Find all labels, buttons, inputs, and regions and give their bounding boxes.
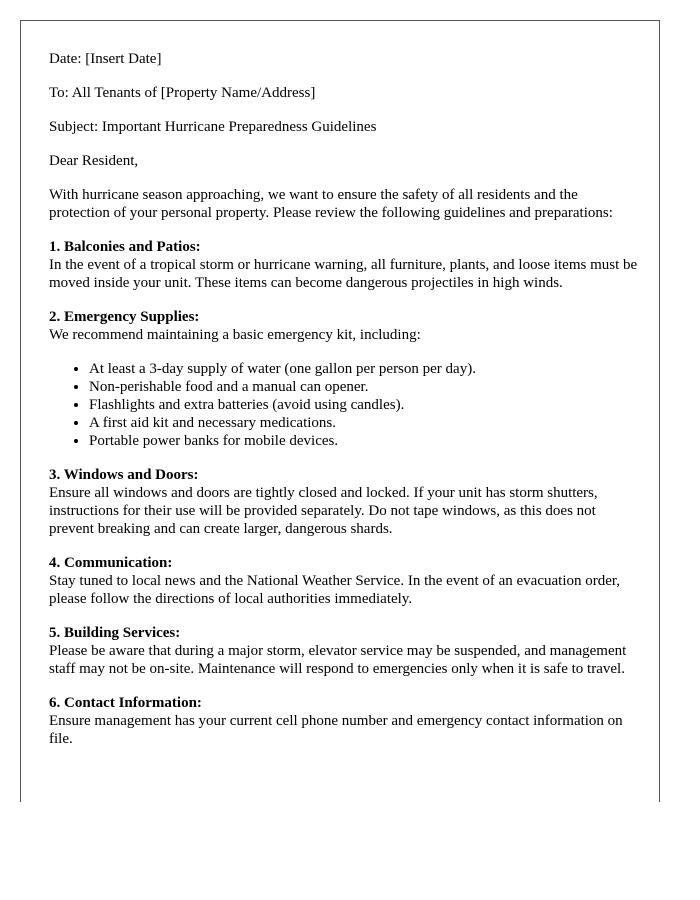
section-text: We recommend maintaining a basic emergency kit, including:	[49, 327, 421, 343]
section-text: Ensure management has your current cell phone number and emergency contact information on file.	[49, 713, 623, 747]
list-item: • A first aid kit and necessary medications.	[89, 414, 641, 432]
intro-paragraph: With hurricane season approaching, we want to ensure the safety of all residents and the protection of your personal property. Please review the following guidelines and preparations:	[49, 187, 613, 221]
section-heading: 1. Balconies and Patios:	[49, 239, 201, 255]
supplies-list	[49, 360, 641, 450]
list-item: • Non-perishable food and a manual can opener.	[89, 378, 641, 396]
section-windows-doors	[49, 466, 641, 538]
section-text: In the event of a tropical storm or hurricane warning, all furniture, plants, and loose items must be moved inside your unit. These items can become dangerous projectiles in high winds.	[49, 257, 638, 291]
section-building-services	[49, 624, 641, 678]
section-contact-information	[49, 694, 641, 748]
section-balconies	[49, 238, 641, 292]
section-text: Ensure all windows and doors are tightly closed and locked. If your unit has storm shutters, instructions for their use will be provided separately. Do not tape windows, as this does not prevent breaking and can create larger, dangerous shards.	[49, 485, 598, 537]
section-text: Stay tuned to local news and the National Weather Service. In the event of an evacuation order, please follow the directions of local authorities immediately.	[49, 573, 621, 607]
list-item: • At least a 3-day supply of water (one gallon per person per day).	[89, 360, 641, 378]
section-communication	[49, 554, 641, 608]
section-heading: 6. Contact Information:	[49, 695, 202, 711]
section-heading: 3. Windows and Doors:	[49, 467, 199, 483]
subject-line: Subject: Important Hurricane Preparedness Guidelines	[49, 119, 377, 135]
date-line: Date: [Insert Date]	[49, 51, 162, 67]
list-item: • Flashlights and extra batteries (avoid using candles).	[89, 396, 641, 414]
section-emergency-supplies	[49, 308, 641, 450]
section-heading: 4. Communication:	[49, 555, 173, 571]
letter-content	[49, 50, 641, 764]
letter-page	[20, 20, 660, 802]
section-heading: 5. Building Services:	[49, 625, 181, 641]
list-item: • Portable power banks for mobile devices.	[89, 432, 641, 450]
to-line: To: All Tenants of [Property Name/Address]	[49, 85, 316, 101]
section-text: Please be aware that during a major storm, elevator service may be suspended, and management staff may not be on-site. Maintenance will respond to emergencies only when it is safe to travel.	[49, 643, 627, 677]
salutation: Dear Resident,	[49, 153, 139, 169]
section-heading: 2. Emergency Supplies:	[49, 309, 200, 325]
